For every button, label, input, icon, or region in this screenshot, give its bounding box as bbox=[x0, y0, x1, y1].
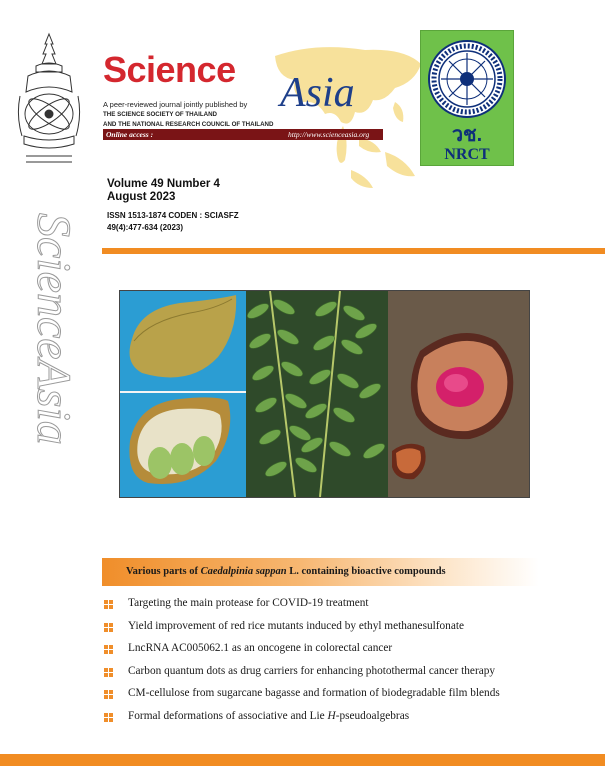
vertical-title-text: ScienceAsia bbox=[27, 213, 80, 445]
article-title-part: Formal deformations of associative and Lie bbox=[128, 709, 328, 722]
asia-map-graphic bbox=[255, 42, 423, 192]
orange-square-bullet-icon bbox=[104, 600, 113, 609]
article-title: LncRNA AC005062.1 as an oncogene in colorectal cancer bbox=[128, 642, 393, 655]
issue-identifiers bbox=[107, 210, 239, 234]
vertical-journal-title bbox=[16, 205, 86, 535]
photo-seed-pod bbox=[120, 291, 246, 497]
article-title: CM-cellulose from sugarcane bagasse and formation of biodegradable film blends bbox=[128, 687, 500, 700]
article-title: Yield improvement of red rice mutants induced by ethyl methanesulfonate bbox=[128, 619, 464, 632]
caption-species: Caedalpinia sappan bbox=[200, 566, 287, 577]
article-title: Targeting the main protease for COVID-19 treatment bbox=[128, 597, 369, 609]
list-item[interactable] bbox=[104, 709, 584, 732]
list-item[interactable] bbox=[104, 596, 584, 619]
issue-date: August 2023 bbox=[107, 191, 176, 203]
journal-tagline bbox=[103, 100, 274, 129]
tagline-line-1: A peer-reviewed journal jointly published by bbox=[103, 100, 248, 109]
brand-science-wordmark: Science bbox=[103, 49, 236, 90]
list-item[interactable] bbox=[104, 686, 584, 709]
issue-pages: 49(4):477-634 (2023) bbox=[107, 223, 184, 232]
orange-square-bullet-icon bbox=[104, 645, 113, 654]
orange-square-bullet-icon bbox=[104, 690, 113, 699]
article-title-italic: H bbox=[327, 709, 336, 722]
article-title bbox=[128, 709, 409, 724]
orange-square-bullet-icon bbox=[104, 668, 113, 677]
online-access-url[interactable]: http://www.scienceasia.org bbox=[288, 130, 370, 139]
orange-square-bullet-icon bbox=[104, 713, 113, 722]
issue-issn: ISSN 1513-1874 CODEN : SCIASFZ bbox=[107, 211, 239, 220]
photo-heartwood-stem bbox=[388, 291, 529, 497]
bottom-orange-rule bbox=[0, 754, 605, 766]
issue-volume-block bbox=[107, 178, 220, 204]
brand-asia-wordmark: Asia bbox=[280, 70, 355, 116]
nrct-thai-initials: วช. bbox=[451, 124, 483, 146]
tagline-line-3: AND THE NATIONAL RESEARCH COUNCIL OF THAILAND bbox=[103, 121, 274, 128]
cover-caption bbox=[126, 566, 446, 577]
article-highlights-list bbox=[104, 596, 584, 732]
online-access-bar bbox=[103, 129, 383, 140]
online-access-label: Online access : bbox=[106, 130, 154, 139]
nrct-emblem-icon bbox=[427, 39, 507, 119]
caption-prefix: Various parts of bbox=[126, 566, 201, 577]
tagline-line-2: THE SCIENCE SOCIETY OF THAILAND bbox=[103, 111, 218, 118]
photo-leaves bbox=[245, 291, 388, 497]
caption-suffix: L. containing bioactive compounds bbox=[286, 566, 446, 577]
issue-volume: Volume 49 Number 4 bbox=[107, 178, 220, 190]
cover-photo-panel bbox=[119, 290, 530, 498]
list-item[interactable] bbox=[104, 641, 584, 664]
nrct-abbreviation: NRCT bbox=[444, 146, 490, 163]
orange-square-bullet-icon bbox=[104, 623, 113, 632]
top-orange-rule bbox=[102, 248, 605, 254]
list-item[interactable] bbox=[104, 619, 584, 642]
article-title-part: -pseudoalgebras bbox=[335, 709, 410, 722]
science-society-seal-icon bbox=[14, 32, 84, 164]
nrct-logo bbox=[420, 30, 514, 166]
list-item[interactable] bbox=[104, 664, 584, 687]
article-title: Carbon quantum dots as drug carriers for enhancing photothermal cancer therapy bbox=[128, 664, 496, 677]
